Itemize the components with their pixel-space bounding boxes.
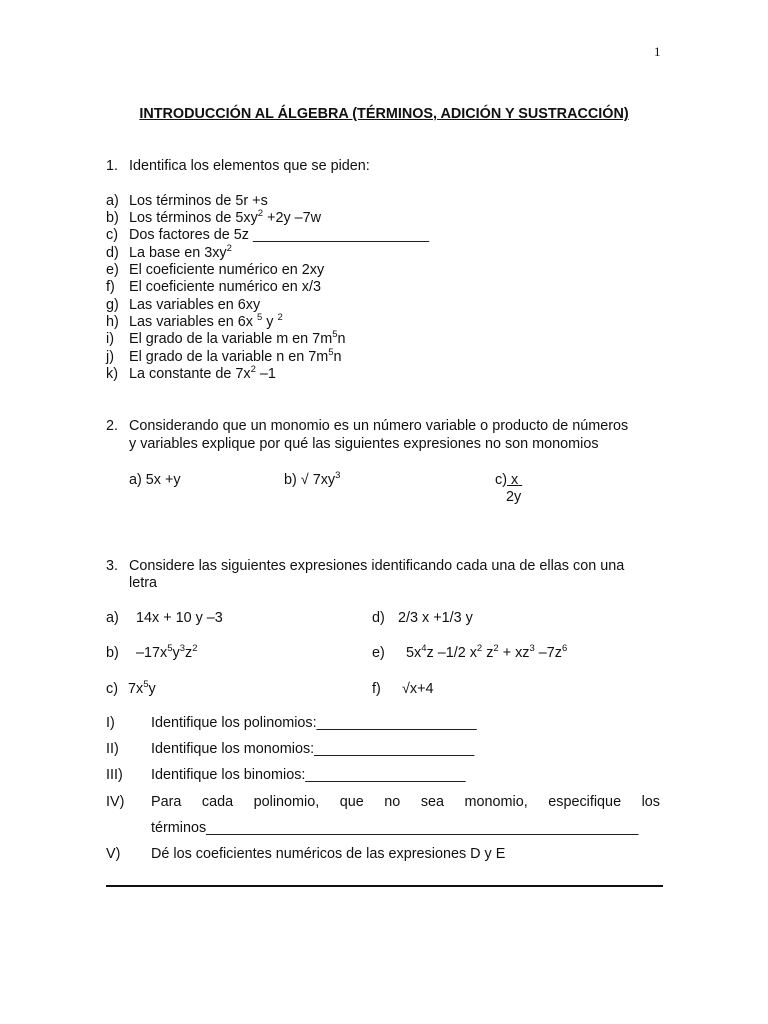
- question-1: [106, 158, 370, 174]
- task-item: I) Identifique los polinomios:____________________: [106, 715, 477, 731]
- expression-d: d) 2/3 x +1/3 y: [372, 610, 473, 626]
- list-item: [106, 193, 268, 209]
- item-label: b): [106, 210, 119, 226]
- item-text: El grado de la variable n en $7m^5n$: [129, 347, 342, 365]
- list-item: [106, 262, 324, 278]
- list-item: [106, 245, 232, 261]
- expression-c-label: c): [495, 472, 507, 488]
- expression-e: e) $5x^4z$ –1/2 $x^2$ $z^2 + xz^3$ $-7z^6$: [372, 643, 568, 661]
- fraction-denominator: 2y: [506, 489, 522, 505]
- item-label: e): [106, 262, 119, 278]
- expression-b: b) $-17x^5y^3z^2$: [106, 643, 198, 661]
- question-text-line-2: letra: [129, 575, 157, 591]
- item-label: j): [106, 349, 114, 365]
- item-text: El grado de la variable m en $7m^5n$: [129, 329, 346, 347]
- task-item-continuation: términos______________________________________________________: [151, 820, 639, 836]
- question-3: [106, 558, 624, 574]
- item-label: i): [106, 331, 114, 347]
- expression-c: [495, 472, 522, 488]
- list-item: [106, 349, 342, 365]
- list-item: [106, 366, 276, 382]
- question-2: [106, 418, 628, 434]
- expression-b: b) √ $7xy^3$: [284, 470, 341, 488]
- item-text: La constante de $7x^2$ –1: [129, 364, 276, 382]
- item-text: Las variables en 6xy: [129, 297, 261, 313]
- question-number: 1.: [106, 158, 119, 174]
- expression-a: a) 5x +y: [129, 472, 181, 488]
- task-item: II) Identifique los monomios:____________________: [106, 741, 475, 757]
- list-item: [106, 227, 429, 243]
- item-text: Los términos de $5xy^2 +2y$ –7w: [129, 208, 322, 226]
- list-item: [106, 297, 260, 313]
- page-title: INTRODUCCIÓN AL ÁLGEBRA (TÉRMINOS, ADICIÓN Y SUSTRACCIÓN): [139, 106, 629, 122]
- item-label: k): [106, 366, 118, 382]
- item-label: h): [106, 314, 119, 330]
- question-text-line-2: y variables explique por qué las siguientes expresiones no son monomios: [129, 436, 599, 452]
- item-text: Las variables en 6x $^5$ y $^2$: [129, 312, 283, 330]
- task-item: III) Identifique los binomios:____________________: [106, 767, 466, 783]
- divider: [106, 885, 663, 887]
- list-item: [106, 331, 346, 347]
- expression-f: f) √x+4: [372, 681, 434, 697]
- item-text: La base en $3xy^2$: [129, 243, 232, 261]
- list-item: [106, 279, 321, 295]
- item-text: Dos factores de 5z ______________________: [129, 227, 430, 243]
- expression-a: a) 14x + 10 y –3: [106, 610, 223, 626]
- question-number: 3.: [106, 558, 119, 574]
- item-label: c): [106, 227, 118, 243]
- question-text: Identifica los elementos que se piden:: [129, 158, 370, 174]
- item-label: d): [106, 245, 119, 261]
- item-text: El coeficiente numérico en x/3: [129, 279, 321, 295]
- item-text: Los términos de 5r +s: [129, 193, 268, 209]
- item-label: g): [106, 297, 119, 313]
- item-label: a): [106, 193, 119, 209]
- question-number: 2.: [106, 418, 119, 434]
- task-item: V) Dé los coeficientes numéricos de las expresiones D y E: [106, 846, 506, 862]
- expression-c: c) $7x^5y$: [106, 679, 156, 697]
- question-text-line-1: Considerando que un monomio es un número variable o producto de números: [129, 418, 629, 434]
- item-label: f): [106, 279, 115, 295]
- list-item: [106, 314, 283, 330]
- item-text: El coeficiente numérico en 2xy: [129, 262, 325, 278]
- list-item: [106, 210, 321, 226]
- page-number: 1: [654, 44, 661, 59]
- question-text-line-1: Considere las siguientes expresiones identificando cada una de ellas con una: [129, 558, 625, 574]
- fraction-numerator: x: [511, 472, 519, 488]
- task-item: IV) Para cada polinomio, que no sea monomio, especifique los: [106, 794, 660, 810]
